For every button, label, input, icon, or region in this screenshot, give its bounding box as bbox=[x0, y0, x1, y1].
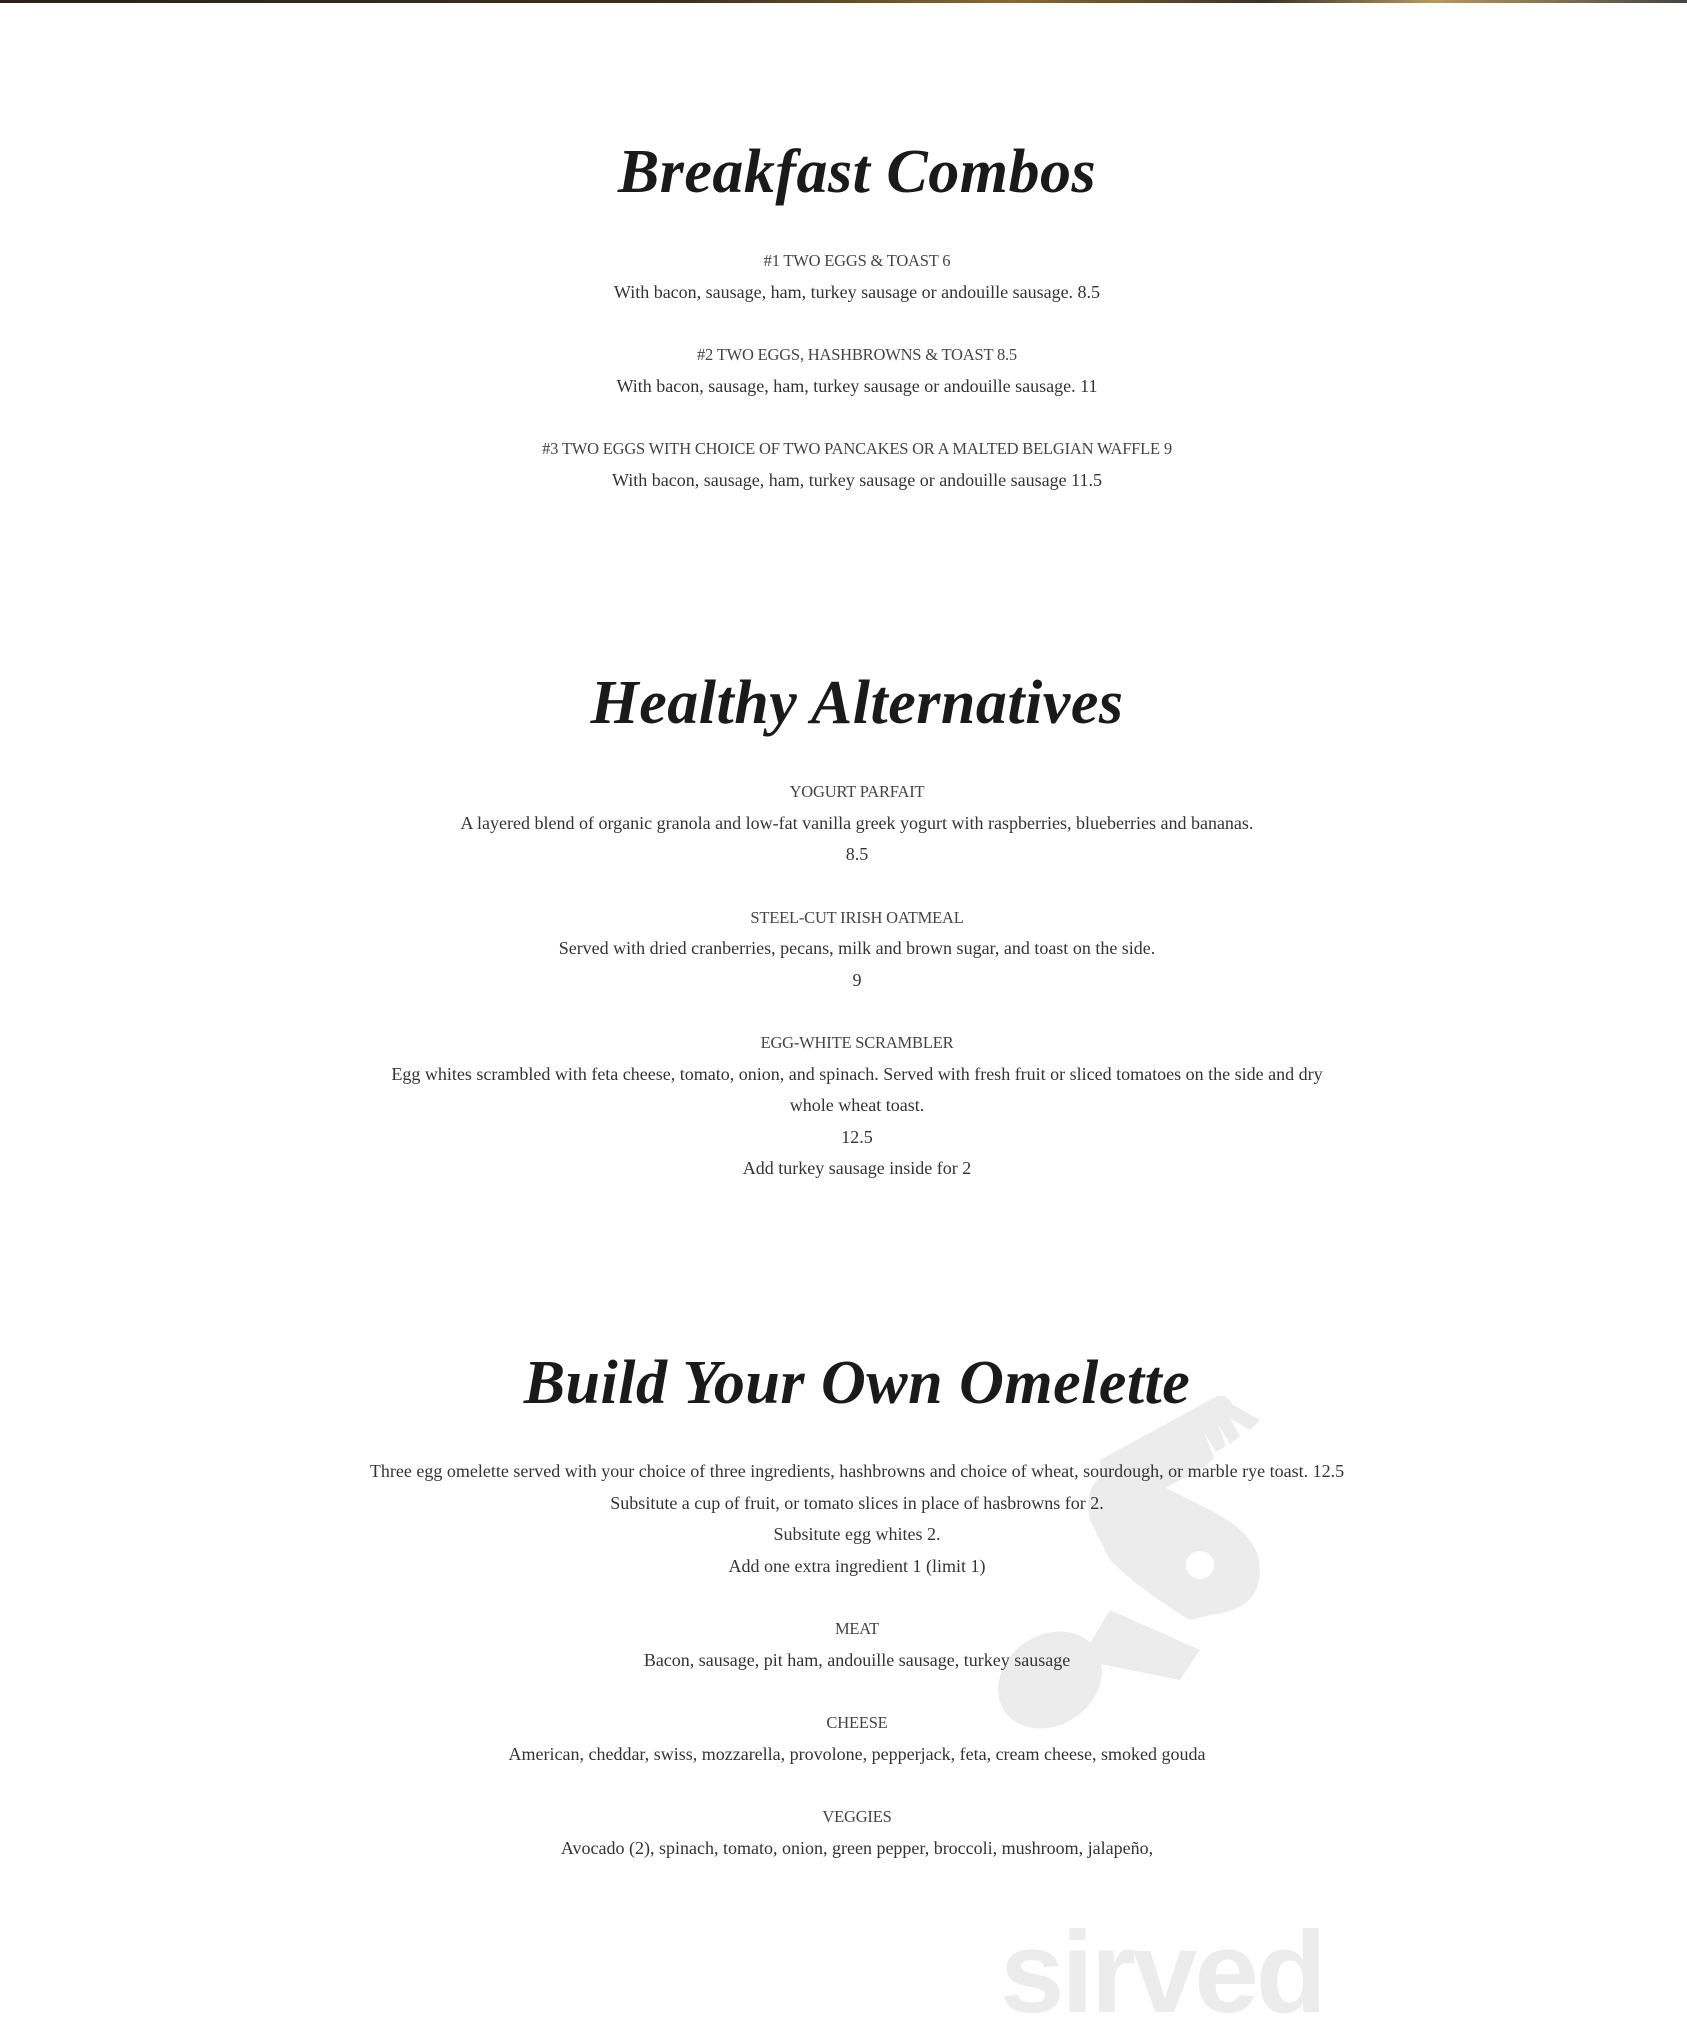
menu-item bbox=[357, 339, 1357, 402]
item-price: 12.5 bbox=[841, 1126, 873, 1147]
item-description: Egg whites scrambled with feta cheese, tomato, onion, and spinach. Served with fresh fruit or sliced tomatoes on the side and dry whole wheat toast. bbox=[391, 1063, 1323, 1115]
menu-item bbox=[357, 433, 1357, 496]
group-name: CHEESE bbox=[826, 1713, 888, 1732]
section-healthy-alternatives bbox=[357, 663, 1357, 1185]
group-name: VEGGIES bbox=[822, 1807, 892, 1826]
omelette-note: Add one extra ingredient 1 (limit 1) bbox=[728, 1555, 986, 1576]
group-options: Bacon, sausage, pit ham, andouille sausage, turkey sausage bbox=[643, 1649, 1071, 1670]
menu-item bbox=[357, 1027, 1357, 1185]
item-name: #3 TWO EGGS WITH CHOICE OF TWO PANCAKES OR A MALTED BELGIAN WAFFLE 9 bbox=[542, 439, 1172, 458]
item-name: STEEL-CUT IRISH OATMEAL bbox=[750, 907, 964, 927]
section-breakfast-combos bbox=[357, 132, 1357, 496]
omelette-intro: Three egg omelette served with your choice of three ingredients, hashbrowns and choice of wheat, sourdough, or marble rye toast. 12.5 bbox=[369, 1461, 1345, 1481]
group-name: MEAT bbox=[834, 1619, 880, 1638]
item-price: 9 bbox=[852, 969, 862, 990]
item-name: YOGURT PARFAIT bbox=[789, 782, 925, 801]
menu-item bbox=[357, 776, 1357, 871]
group-options: Avocado (2), spinach, tomato, onion, green pepper, broccoli, mushroom, jalapeño, bbox=[560, 1837, 1154, 1858]
item-name: EGG-WHITE SCRAMBLER bbox=[760, 1033, 954, 1052]
omelette-note: Subsitute a cup of fruit, or tomato slices in place of hasbrowns for 2. bbox=[610, 1492, 1104, 1513]
ingredient-group-meat bbox=[357, 1613, 1357, 1676]
item-description: With bacon, sausage, ham, turkey sausage or andouille sausage 11.5 bbox=[612, 469, 1102, 490]
item-description: Served with dried cranberries, pecans, milk and brown sugar, and toast on the side. bbox=[558, 938, 1156, 958]
menu-item bbox=[357, 902, 1357, 997]
item-description: With bacon, sausage, ham, turkey sausage or andouille sausage. 8.5 bbox=[613, 281, 1101, 302]
item-name: #1 TWO EGGS & TOAST 6 bbox=[763, 251, 951, 270]
top-header-image-edge bbox=[0, 0, 1687, 3]
section-build-your-own-omelette bbox=[357, 1343, 1357, 1864]
section-title: Build Your Own Omelette bbox=[523, 1349, 1191, 1417]
ingredient-group-veggies bbox=[357, 1801, 1357, 1864]
ingredient-group-cheese bbox=[357, 1707, 1357, 1770]
item-name: #2 TWO EGGS, HASHBROWNS & TOAST 8.5 bbox=[697, 345, 1017, 364]
item-description: A layered blend of organic granola and low-fat vanilla greek yogurt with raspberries, blueberries and bananas. bbox=[460, 812, 1254, 833]
section-title: Healthy Alternatives bbox=[590, 669, 1124, 737]
menu-item bbox=[357, 245, 1357, 308]
watermark-text: sirved bbox=[1000, 1907, 1324, 2037]
section-title: Breakfast Combos bbox=[617, 138, 1097, 206]
omelette-note: Subsitute egg whites 2. bbox=[773, 1524, 941, 1544]
group-options: American, cheddar, swiss, mozzarella, provolone, pepperjack, feta, cream cheese, smoked gouda bbox=[508, 1743, 1206, 1764]
item-price: 8.5 bbox=[845, 844, 869, 864]
item-note: Add turkey sausage inside for 2 bbox=[742, 1158, 972, 1178]
item-description: With bacon, sausage, ham, turkey sausage or andouille sausage. 11 bbox=[616, 375, 1098, 396]
